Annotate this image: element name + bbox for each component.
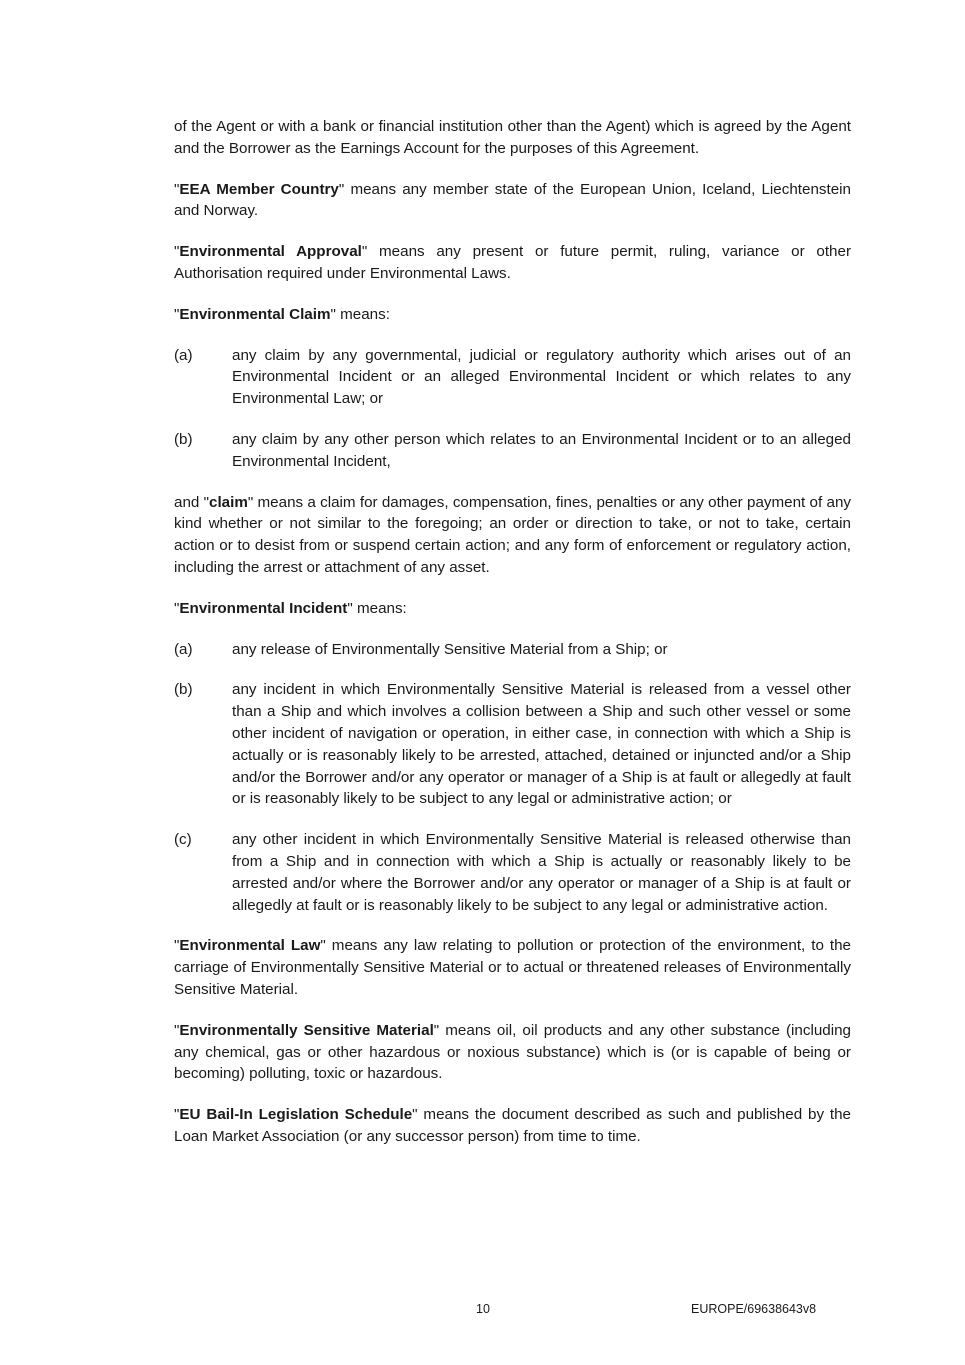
definition-environmental-claim: "Environmental Claim" means: bbox=[174, 305, 390, 323]
claim-definition-paragraph bbox=[174, 492, 851, 579]
definition-environmental-incident: "Environmental Incident" means: bbox=[174, 599, 407, 617]
list-item-text: any claim by any other person which relates to an Environmental Incident or to an alleged Environmental Incident, bbox=[232, 430, 851, 470]
definition-environmentally-sensitive-material: "Environmentally Sensitive Material" means oil, oil products and any other substance (including any chemical, gas or other hazardous or noxious substance) which is (or is capable of being or becoming) polluting, toxic or hazardous. bbox=[174, 1021, 851, 1083]
defined-term: EEA Member Country bbox=[179, 180, 339, 198]
list-item-label: (a) bbox=[174, 346, 193, 364]
definition-environmental-approval: "Environmental Approval" means any present or future permit, ruling, variance or other Authorisation required under Environmental Laws. bbox=[174, 243, 851, 282]
list-item-text: any other incident in which Environmentally Sensitive Material is released otherwise than from a Ship and in connection with which a Ship is actually or reasonably likely to be arrested and/or where the Borrower and/or any operator or manager of a Ship is at fault or allegedly at fault or is reasonably likely to be subject to any legal or administrative action. bbox=[232, 831, 851, 914]
definition-text: " means a claim for damages, compensation, fines, penalties or any other payment of any kind whether or not similar to the foregoing; an order or direction to take, or not to take, certain action or to desist from or suspend certain action; and any form of enforcement or regulatory action, including the arrest or attachment of any asset. bbox=[174, 493, 851, 576]
list-item-label: (b) bbox=[174, 430, 193, 448]
list-item-label: (c) bbox=[174, 831, 192, 849]
defined-term: Environmental Law bbox=[179, 937, 321, 955]
list-item bbox=[174, 679, 851, 810]
list-item-text: any incident in which Environmentally Sensitive Material is released from a vessel other than a Ship and which involves a collision between a Ship and such other vessel or some other incident of navigation or operation, in either case, in connection with which a Ship is actually or is reasonably likely to be arrested, attached, detained or injuncted and/or a Ship and/or the Borrower and/or any operator or manager of a Ship is at fault or allegedly at fault or is reasonably likely to be subject to any legal or administrative action; or bbox=[232, 681, 851, 808]
list-item bbox=[174, 345, 851, 410]
definition-text: means oil, oil products and any other substance (including any chemical, gas or other hazardous or noxious substance) which is (or is capable of being or becoming) polluting, toxic or hazardous. bbox=[174, 1021, 851, 1083]
page-number: 10 bbox=[476, 1302, 490, 1316]
list-item-text: any claim by any governmental, judicial or regulatory authority which arises out of an Environmental Incident or an alleged Environmental Incident or which relates to any Environmental Law; or bbox=[232, 346, 851, 408]
defined-term: Environmentally Sensitive Material bbox=[179, 1021, 434, 1039]
definition-environmental-law: "Environmental Law" means any law relating to pollution or protection of the environment, to the carriage of Environmentally Sensitive Material or to actual or threatened releases of Environmentally Sensitive Material. bbox=[174, 937, 852, 998]
defined-term: claim bbox=[209, 493, 248, 511]
definition-text: means any present or future permit, ruling, variance or other Authorisation required under Environmental Laws. bbox=[174, 243, 851, 282]
list-item-label: (a) bbox=[174, 640, 193, 658]
definition-text: means: bbox=[335, 305, 390, 323]
list-item-label: (b) bbox=[174, 681, 193, 699]
definition-eu-bail-in-legislation-schedule: "EU Bail-In Legislation Schedule" means the document described as such and published by the Loan Market Association (or any successor person) from time to time. bbox=[174, 1106, 852, 1145]
list-item bbox=[174, 829, 851, 916]
defined-term: EU Bail-In Legislation Schedule bbox=[179, 1106, 413, 1124]
definition-text: means: bbox=[352, 599, 407, 617]
list-item-text: any release of Environmentally Sensitive Material from a Ship; or bbox=[232, 640, 668, 658]
defined-term: Environmental Approval bbox=[179, 243, 362, 261]
definition-eea-member-country: "EEA Member Country" means any member state of the European Union, Iceland, Liechtenstein and Norway. bbox=[174, 180, 851, 220]
list-item bbox=[174, 429, 851, 473]
document-reference: EUROPE/69638643v8 bbox=[691, 1302, 817, 1316]
intro-paragraph: of the Agent or with a bank or financial institution other than the Agent) which is agreed by the Agent and the Borrower as the Earnings Account for the purposes of this Agreement. bbox=[174, 118, 851, 157]
definition-text: means the document described as such and published by the Loan Market Association (or any successor person) from time to time. bbox=[174, 1106, 852, 1145]
defined-term: Environmental Incident bbox=[179, 599, 348, 617]
defined-term: Environmental Claim bbox=[179, 305, 331, 323]
definition-text: means any law relating to pollution or protection of the environment, to the carriage of Environmentally Sensitive Material or to actual or threatened releases of Environmentally Sensitive Material. bbox=[174, 937, 852, 998]
definition-text: means any member state of the European Union, Iceland, Liechtenstein and Norway. bbox=[174, 180, 851, 220]
list-item bbox=[174, 639, 851, 661]
document-body bbox=[174, 116, 851, 1167]
claim-prefix: and " bbox=[174, 493, 210, 511]
